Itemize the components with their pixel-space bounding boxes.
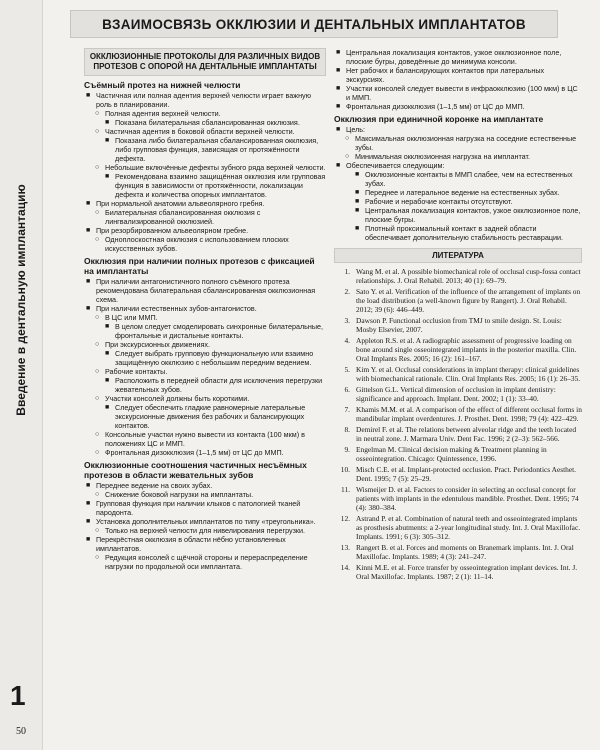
list-item: ■ При нормальной анатомии альвеолярного гребня. [84,199,326,208]
list-item: ○ Только на верхней челюсти для нивелирования перегрузки. [84,526,326,535]
list-item: ○ При экскурсионных движениях. [84,340,326,349]
reference-item [334,485,582,512]
reference-text: Demirel F. et al. The relations between alveolar ridge and the teeth located in neutral zone. J. Marmara Univ. Dent Fac. 1996; 2 (2–3): 562–566. [356,425,577,443]
list-item: ○ Снижение боковой нагрузки на имплантаты. [84,490,326,499]
list-item: ■ Переднее ведение на своих зубах. [84,481,326,490]
list-item: ■ Следует обеспечить гладкие равномерные латеральные экскурсионные движения без рабочих и балансирующих контактов. [84,403,326,430]
list-item: ■ При наличии антагонистичного полного съёмного протеза рекомендована билатеральная сбалансированная окклюзионная схема. [84,277,326,304]
reference-text: Engelman M. Clinical decision making & Treatment planning in osseointegration. Chicago: Quintessence, 1996. [356,445,547,463]
reference-item [334,385,582,403]
list-item: ○ Билатеральная сбалансированная окклюзия с лингвализированной окклюзией. [84,208,326,226]
list-item: ○ Фронтальная дизокклюзия (1–1,5 мм) от ЦС до ММП. [84,448,326,457]
list-item: ■ Участки консолей следует вывести в инфраокклюзию (100 мкм) в ЦС и ММП. [334,84,582,102]
list-item: ○ Полная адентия верхней челюсти. [84,109,326,118]
reference-item [334,445,582,463]
list-item: ■ Цель: [334,125,582,134]
reference-number: 7. [344,405,350,414]
reference-number: 3. [344,316,350,325]
reference-item [334,405,582,423]
reference-number: 4. [344,336,350,345]
reference-text: Kinni M.E. et al. Force transfer by osseointegration implant devices. Int. J. Oral Maxillofac. Implants. 1987; 2 (1): 11–14. [356,563,578,581]
literature-heading: ЛИТЕРАТУРА [334,248,582,263]
chapter-number: 1 [10,680,26,711]
reference-item [334,563,582,581]
reference-text: Gittelson G.L. Vertical dimension of occlusion in implant dentistry: significance and approach. Implant. Dent. 2002; 1 (1): 33–40. [356,385,556,403]
reference-number: 6. [344,385,350,394]
list-item: ■ Центральная локализация контактов, узкое окклюзионное поле, плоские бугры. [334,206,582,224]
list-item: ■ Окклюзионные контакты в ММП слабее, чем на естественных зубах. [334,170,582,188]
reference-text: Wismeijer D. et al. Factors to consider in selecting an occlusal concept for patients with implants in the edentulous mandible. Prosthet. Dent. 1995; 74 (4): 380–384. [356,485,579,512]
list-item: ○ В ЦС или ММП. [84,313,326,322]
list-item: ■ Фронтальная дизокклюзия (1–1,5 мм) от ЦС до ММП. [334,102,582,111]
list-item: ■ Следует выбрать групповую функциональную или взаимно защищённую окклюзию с небольшим передним ведением. [84,349,326,367]
reference-item [334,316,582,334]
reference-number: 12. [340,514,350,523]
list-item: ■ Центральная локализация контактов, узкое окклюзионное поле, плоские бугры, доведённые до минимума консоли. [334,48,582,66]
left-column [84,48,326,571]
reference-text: Misch C.E. et al. Implant-protected occlusion. Pract. Periodontics Aesthet. Dent. 1995; 7 (5): 25–29. [356,465,577,483]
reference-text: Khamis M.M. et al. A comparison of the effect of different occlusal forms in mandibular implant overdentures. J. Prosthet. Dent. 1998; 79 (4): 422–429. [356,405,582,423]
reference-number: 9. [344,445,350,454]
reference-number: 14. [340,563,350,572]
reference-number: 13. [340,543,350,552]
right-column [334,48,582,583]
list-item: ○ Редукция консолей с щёчной стороны и перераспределение нагрузки по продольной оси имплантата. [84,553,326,571]
list-item: ■ Плотный проксимальный контакт в задней области обеспечивает дополнительную стабильность реставрации. [334,224,582,242]
list-item: ■ Расположить в передней области для исключения перегрузки жевательных зубов. [84,376,326,394]
chapter-title: Введение в дентальную имплантацию [14,184,28,416]
page-title: ВЗАИМОСВЯЗЬ ОККЛЮЗИИ И ДЕНТАЛЬНЫХ ИМПЛАНТАТОВ [102,16,526,32]
reference-item [334,336,582,363]
reference-text: Dawson P. Functional occlusion from TMJ to smile design. St. Louis: Mosby Elsevier, 2007. [356,316,562,334]
reference-item [334,287,582,314]
reference-number: 10. [340,465,350,474]
reference-text: Kim Y. et al. Occlusal considerations in implant therapy: clinical guidelines with biomechanical rationale. Clin. Oral Implants Res. 2005; 16 (1): 26–35. [356,365,581,383]
left-list [84,80,326,571]
reference-text: Astrand P. et al. Combination of natural teeth and osseointegrated implants as prosthesis abutments: a 2-year longitudinal study. Int. J. Oral Maxillofac. Implants. 1991; 6 (3): 305–312. [356,514,581,541]
sidebar [0,0,43,750]
reference-item [334,425,582,443]
reference-text: Rangert B. et al. Forces and moments on Branemark implants. Int. J. Oral Maxillofac. Implants. 1989; 4 (3): 241–247. [356,543,574,561]
list-item: ■ Показана либо билатеральная сбалансированная окклюзия, либо групповая функция, зависящая от протяжённости дефекта. [84,136,326,163]
list-item: ■ Показана билатеральная сбалансированная окклюзия. [84,118,326,127]
page-number: 50 [16,726,26,737]
reference-number: 2. [344,287,350,296]
list-item: ○ Частичная адентия в боковой области верхней челюсти. [84,127,326,136]
reference-number: 8. [344,425,350,434]
reference-number: 5. [344,365,350,374]
list-item: ○ Участки консолей должны быть короткими. [84,394,326,403]
list-item: ○ Небольшие включённые дефекты зубного ряда верхней челюсти. [84,163,326,172]
section-heading: Съёмный протез на нижней челюсти [84,80,241,90]
list-item: ○ Минимальная окклюзионная нагрузка на имплантат. [334,152,582,161]
list-item: ■ В целом следует смоделировать синхронные билатеральные, фронтальные и дистальные контакты. [84,322,326,340]
reference-text: Sato Y. et al. Verification of the influence of the arrangement of implants on the load distribution (a well-known figure by Rangert). J. Oral Rehabil. 2012; 39 (6): 446–449. [356,287,581,314]
reference-text: Wang M. et al. A possible biomechanical role of occlusal cusp-fossa contact relationships. J. Oral Rehabil. 2013; 40 (1): 69–79. [356,267,581,285]
section-heading: Окклюзия при единичной коронке на имплантате [334,114,544,124]
list-item: ■ Частичная или полная адентия верхней челюсти играет важную роль в планировании. [84,91,326,109]
list-item: ■ Нет рабочих и балансирующих контактов при латеральных экскурсиях. [334,66,582,84]
list-item: ■ Установка дополнительных имплантатов по типу «треугольника». [84,517,326,526]
reference-item [334,465,582,483]
section-heading: Окклюзионные соотношения частичных несъёмных протезов в области жевательных зубов [84,460,307,480]
list-item: ■ Рекомендована взаимно защищённая окклюзия или групповая функция в зависимости от протяжённости, локализации дефекта и количества опорных имплантатов. [84,172,326,199]
list-item: ■ При резорбированном альвеолярном гребне. [84,226,326,235]
reference-item [334,514,582,541]
page-header [70,10,558,38]
reference-number: 11. [341,485,350,494]
list-item: ■ Групповая функция при наличии клыков с патологией тканей пародонта. [84,499,326,517]
section-heading: Окклюзия при наличии полных протезов с фиксацией на имплантаты [84,256,315,276]
reference-text: Appleton R.S. et al. A radiographic assessment of progressive loading on bone around single osseointegrated implants in the posterior maxilla. Clin. Oral Implants Res. 2005; 16 (2): 161–167. [356,336,577,363]
list-item: ■ Обеспечивается следующим: [334,161,582,170]
reference-list [334,267,582,581]
reference-item [334,267,582,285]
right-list [334,48,582,242]
reference-item [334,543,582,561]
protocols-box-title: ОККЛЮЗИОННЫЕ ПРОТОКОЛЫ ДЛЯ РАЗЛИЧНЫХ ВИДОВ ПРОТЕЗОВ С ОПОРОЙ НА ДЕНТАЛЬНЫЕ ИМПЛАНТАТЫ [84,48,326,76]
list-item: ○ Максимальная окклюзионная нагрузка на соседние естественные зубы. [334,134,582,152]
reference-item [334,365,582,383]
list-item: ■ При наличии естественных зубов-антагонистов. [84,304,326,313]
list-item: ○ Рабочие контакты. [84,367,326,376]
list-item: ■ Рабочие и нерабочие контакты отсутствуют. [334,197,582,206]
reference-number: 1. [344,267,350,276]
list-item: ■ Переднее и латеральное ведение на естественных зубах. [334,188,582,197]
list-item: ○ Консольные участки нужно вывести из контакта (100 мкм) в положениях ЦС и ММП. [84,430,326,448]
list-item: ○ Одноплоскостная окклюзия с использованием плоских искусственных зубов. [84,235,326,253]
list-item: ■ Перекрёстная окклюзия в области нёбно установленных имплантатов. [84,535,326,553]
